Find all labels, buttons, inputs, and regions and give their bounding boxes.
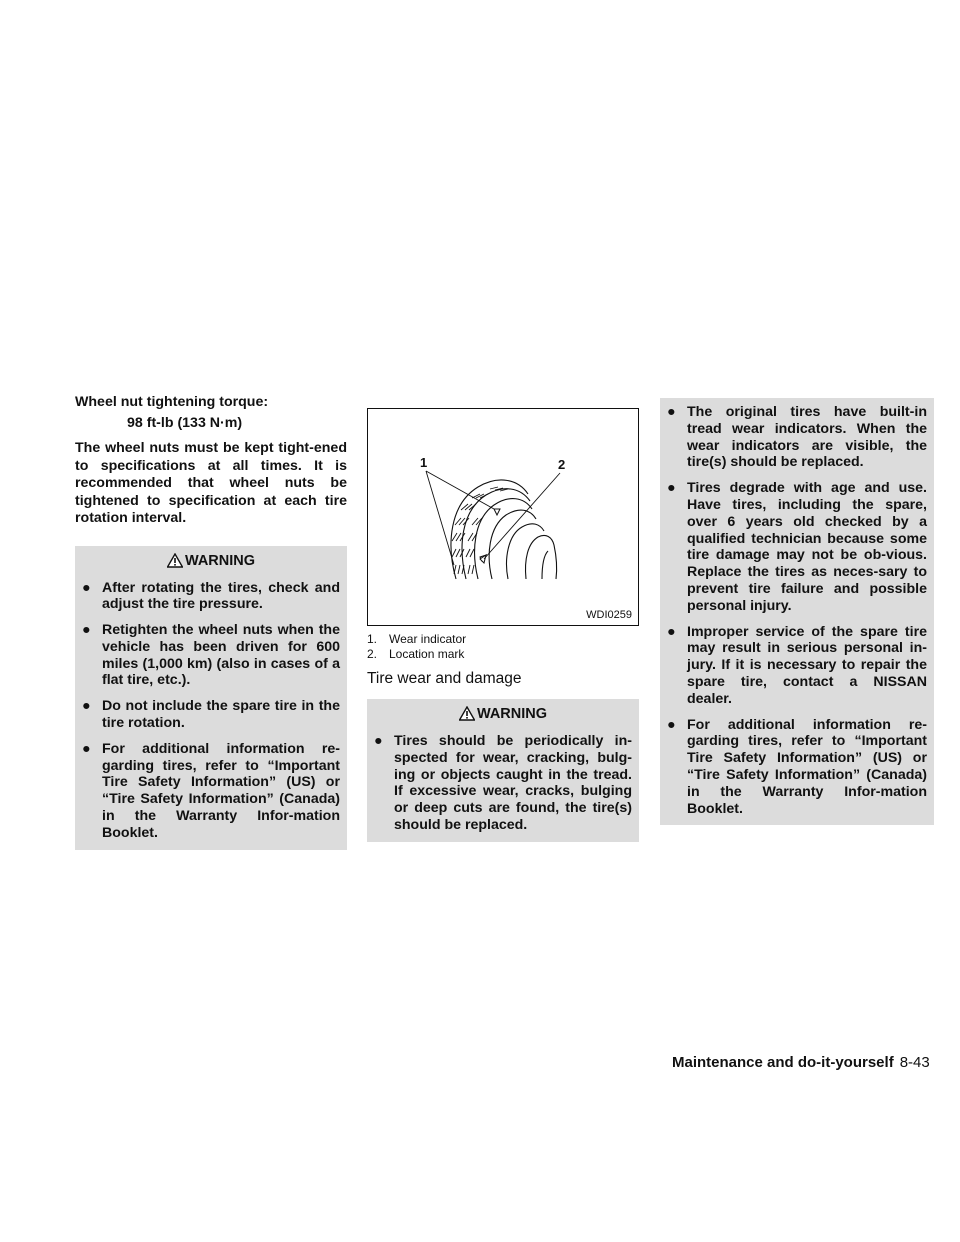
bullet: ● <box>82 579 91 596</box>
list-item: ● Do not include the spare tire in the tire rotation. <box>82 698 340 732</box>
warning-list <box>374 733 632 834</box>
torque-value: 98 ft-lb (133 N·m) <box>127 414 243 431</box>
column-1 <box>75 394 347 850</box>
list-item: ● The original tires have built-in tread wear indicators. When the wear indicators are visible, the tire(s) should be replaced. <box>667 404 927 471</box>
caption-item: 1. Wear indicator <box>367 632 467 646</box>
list-item: ● Retighten the wheel nuts when the vehicle has been driven for 600 miles (1,000 km) (also in cases of a flat tire, etc.). <box>82 622 340 689</box>
list-item: ● For additional information re-garding tires, refer to “Important Tire Safety Information” (US) or “Tire Safety Information” (Canada) in the Warranty Infor-mation Booklet. <box>667 716 927 817</box>
page-number: 8-43 <box>899 1054 930 1071</box>
bullet: ● <box>374 733 383 749</box>
footer-section-title: Maintenance and do-it-yourself <box>672 1054 894 1071</box>
tire-wear-figure <box>367 408 639 626</box>
torque-label: Wheel nut tightening torque: <box>75 394 269 410</box>
warning-triangle-icon <box>459 706 475 721</box>
intro-paragraph: The wheel nuts must be kept tight-ened to specifications at all times. It is recommended that wheel nuts be tightened to specification at each tire rotation interval. <box>75 440 347 526</box>
bullet: ● <box>667 404 676 420</box>
section-subtitle: Tire wear and damage <box>367 670 522 687</box>
column-2 <box>367 398 639 842</box>
warning-heading <box>374 705 632 723</box>
page-footer <box>672 1054 930 1071</box>
figure-captions <box>367 632 639 662</box>
bullet: ● <box>82 622 91 639</box>
list-item: ● Tires should be periodically in-spected for wear, cracking, bulg-ing or objects caught in the tread. If excessive wear, cracks, bulging or deep cuts are found, the tire(s) should be replaced. <box>374 733 632 833</box>
warning-title: WARNING <box>476 706 548 722</box>
warning-heading <box>82 552 340 570</box>
list-item: ● Improper service of the spare tire may result in serious personal in-jury. If it is necessary to repair the spare tire, contact a NISSAN dealer. <box>667 623 927 707</box>
warning-title: WARNING <box>184 552 256 569</box>
warning-list <box>667 404 927 817</box>
list-item: ● After rotating the tires, check and adjust the tire pressure. <box>82 579 340 613</box>
warning-triangle-icon <box>167 553 183 568</box>
bullet: ● <box>667 480 676 497</box>
list-item: ● Tires degrade with age and use. Have tires, including the spare, over 6 years old checked by a qualified technician because some tire damage may not be ob-vious. Replace the tires as neces-sary to prevent tire failure and possible personal injury. <box>667 480 927 614</box>
caption-item: 2. Location mark <box>367 647 465 661</box>
tire-illustration <box>368 409 638 625</box>
bullet: ● <box>82 698 91 715</box>
bullet: ● <box>667 716 676 733</box>
bullet: ● <box>82 740 91 757</box>
warning-box-rotation <box>75 546 347 850</box>
callout-2: 2 <box>558 457 566 472</box>
warning-box-wear <box>367 699 639 842</box>
warning-list <box>82 580 340 842</box>
bullet: ● <box>667 623 676 640</box>
warning-box-continued <box>660 398 934 825</box>
list-item: ● For additional information re-garding tires, refer to “Important Tire Safety Information” (US) or “Tire Safety Information” (Canada) in the Warranty Infor-mation Booklet. <box>82 740 340 841</box>
column-3 <box>660 398 934 825</box>
figure-code: WDI0259 <box>586 609 632 621</box>
callout-1: 1 <box>420 455 428 470</box>
